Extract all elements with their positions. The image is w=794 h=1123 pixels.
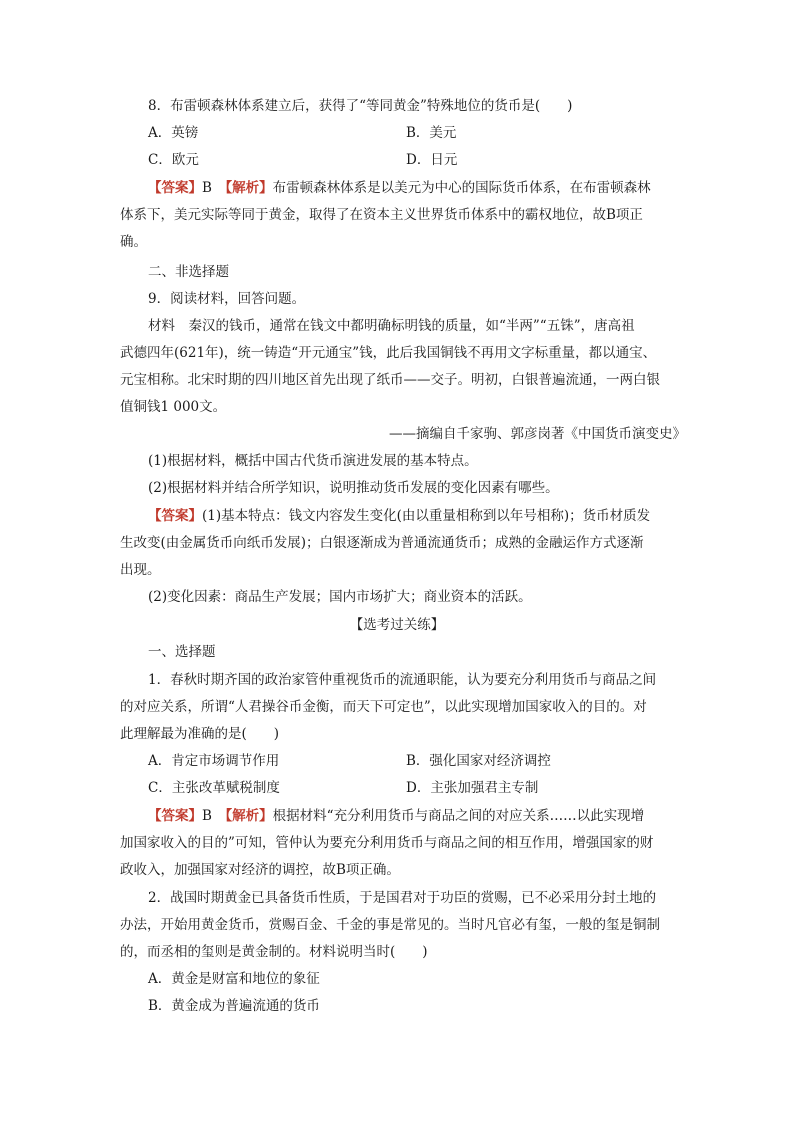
q9-material-line-4: 值铜钱1 000文。: [120, 399, 227, 415]
practice-section-title: 【选考过关练】: [349, 617, 445, 633]
answer-value: B: [202, 180, 226, 196]
section-heading-choice: 一、选择题: [148, 644, 216, 660]
answer-value: B: [202, 808, 226, 824]
p1-stem-line-1: 1．春秋时期齐国的政治家管仲重视货币的流通职能，认为要充分利用货币与商品之间: [148, 672, 657, 688]
q9-sub-question-1: (1)根据材料，概括中国古代货币演进发展的基本特点。: [148, 453, 478, 469]
q9-source: ——摘编自千家驹、郭彦岗著《中国货币演变史》: [389, 426, 686, 442]
q9-material-line-3: 元宝相称。北宋时期的四川地区首先出现了纸币——交子。明初，白银普遍流通，一两白银: [120, 372, 660, 388]
p1-analysis-line-3: 政收入，加强国家对经济的调控，故B项正确。: [120, 862, 400, 878]
p2-option-a: A．黄金是财富和地位的象征: [148, 971, 320, 987]
q9-answer-line: [148, 506, 650, 526]
q8-option-b: B．美元: [406, 125, 457, 141]
answer-text: (1)基本特点：钱文内容发生变化(由以重量相称到以年号相称)；货币材质发: [202, 508, 651, 524]
q9-answer-line-2: 生改变(由金属货币向纸币发展)；白银逐渐成为普通流通货币；成熟的金融运作方式逐渐: [120, 535, 644, 551]
q9-material-line-2: 武德四年(621年)，统一铸造“开元通宝”钱，此后我国铜钱不再用文字标重量，都以通宝、: [120, 345, 657, 361]
p1-option-c: C．主张改革赋税制度: [148, 780, 280, 796]
answer-tag: 【答案】: [148, 180, 202, 196]
p1-analysis-line-2: 加国家收入的目的”可知，管仲认为要充分利用货币与商品之间的相互作用，增强国家的财: [120, 835, 654, 851]
analysis-tag: 【解析】: [225, 180, 273, 196]
q9-answer-part-2: (2)变化因素：商品生产发展；国内市场扩大；商业资本的活跃。: [148, 589, 532, 605]
p2-stem-line-3: 的，而丞相的玺则是黄金制的。材料说明当时( ): [120, 944, 428, 960]
q8-option-d: D．日元: [406, 152, 458, 168]
p1-stem-line-2: 的对应关系，所谓“人君操谷币金衡，而天下可定也”，以此实现增加国家收入的目的。对: [120, 699, 647, 715]
p2-stem-line-1: 2．战国时期黄金已具备货币性质，于是国君对于功臣的赏赐，已不必采用分封土地的: [148, 890, 657, 906]
p1-option-b: B．强化国家对经济调控: [406, 753, 551, 769]
q9-stem: 9．阅读材料，回答问题。: [148, 291, 306, 307]
q8-option-a: A．英镑: [148, 125, 199, 141]
p1-answer-line: [148, 806, 644, 826]
analysis-tag: 【解析】: [225, 808, 273, 824]
p1-stem-line-3: 此理解最为准确的是( ): [120, 726, 280, 742]
q9-sub-question-2: (2)根据材料并结合所学知识，说明推动货币发展的变化因素有哪些。: [148, 480, 559, 496]
answer-tag: 【答案】: [148, 508, 202, 524]
q9-material-line-1: 材料 秦汉的钱币，通常在钱文中都明确标明钱的质量，如“半两”“五铢”，唐高祖: [148, 318, 635, 334]
q8-answer-line: [148, 178, 651, 198]
q8-option-c: C．欧元: [148, 152, 199, 168]
q8-stem: 8．布雷顿森林体系建立后，获得了“等同黄金”特殊地位的货币是( ): [148, 98, 573, 114]
q9-answer-line-3: 出现。: [120, 562, 161, 578]
p1-option-a: A．肯定市场调节作用: [148, 753, 280, 769]
q8-analysis-line-3: 确。: [120, 234, 147, 250]
p2-option-b: B．黄金成为普遍流通的货币: [148, 998, 320, 1014]
answer-tag: 【答案】: [148, 808, 202, 824]
section-heading-non-choice: 二、非选择题: [148, 264, 229, 280]
q8-analysis-line-2: 体系下，美元实际等同于黄金，取得了在资本主义世界货币体系中的霸权地位，故B项正: [120, 207, 643, 223]
analysis-text: 布雷顿森林体系是以美元为中心的国际货币体系，在布雷顿森林: [272, 180, 651, 196]
p1-option-d: D．主张加强君主专制: [406, 780, 539, 796]
p2-stem-line-2: 办法，开始用黄金货币，赏赐百金、千金的事是常见的。当时凡官必有玺，一般的玺是铜制: [120, 917, 660, 933]
analysis-text: 根据材料“充分利用货币与商品之间的对应关系……以此实现增: [272, 808, 645, 824]
